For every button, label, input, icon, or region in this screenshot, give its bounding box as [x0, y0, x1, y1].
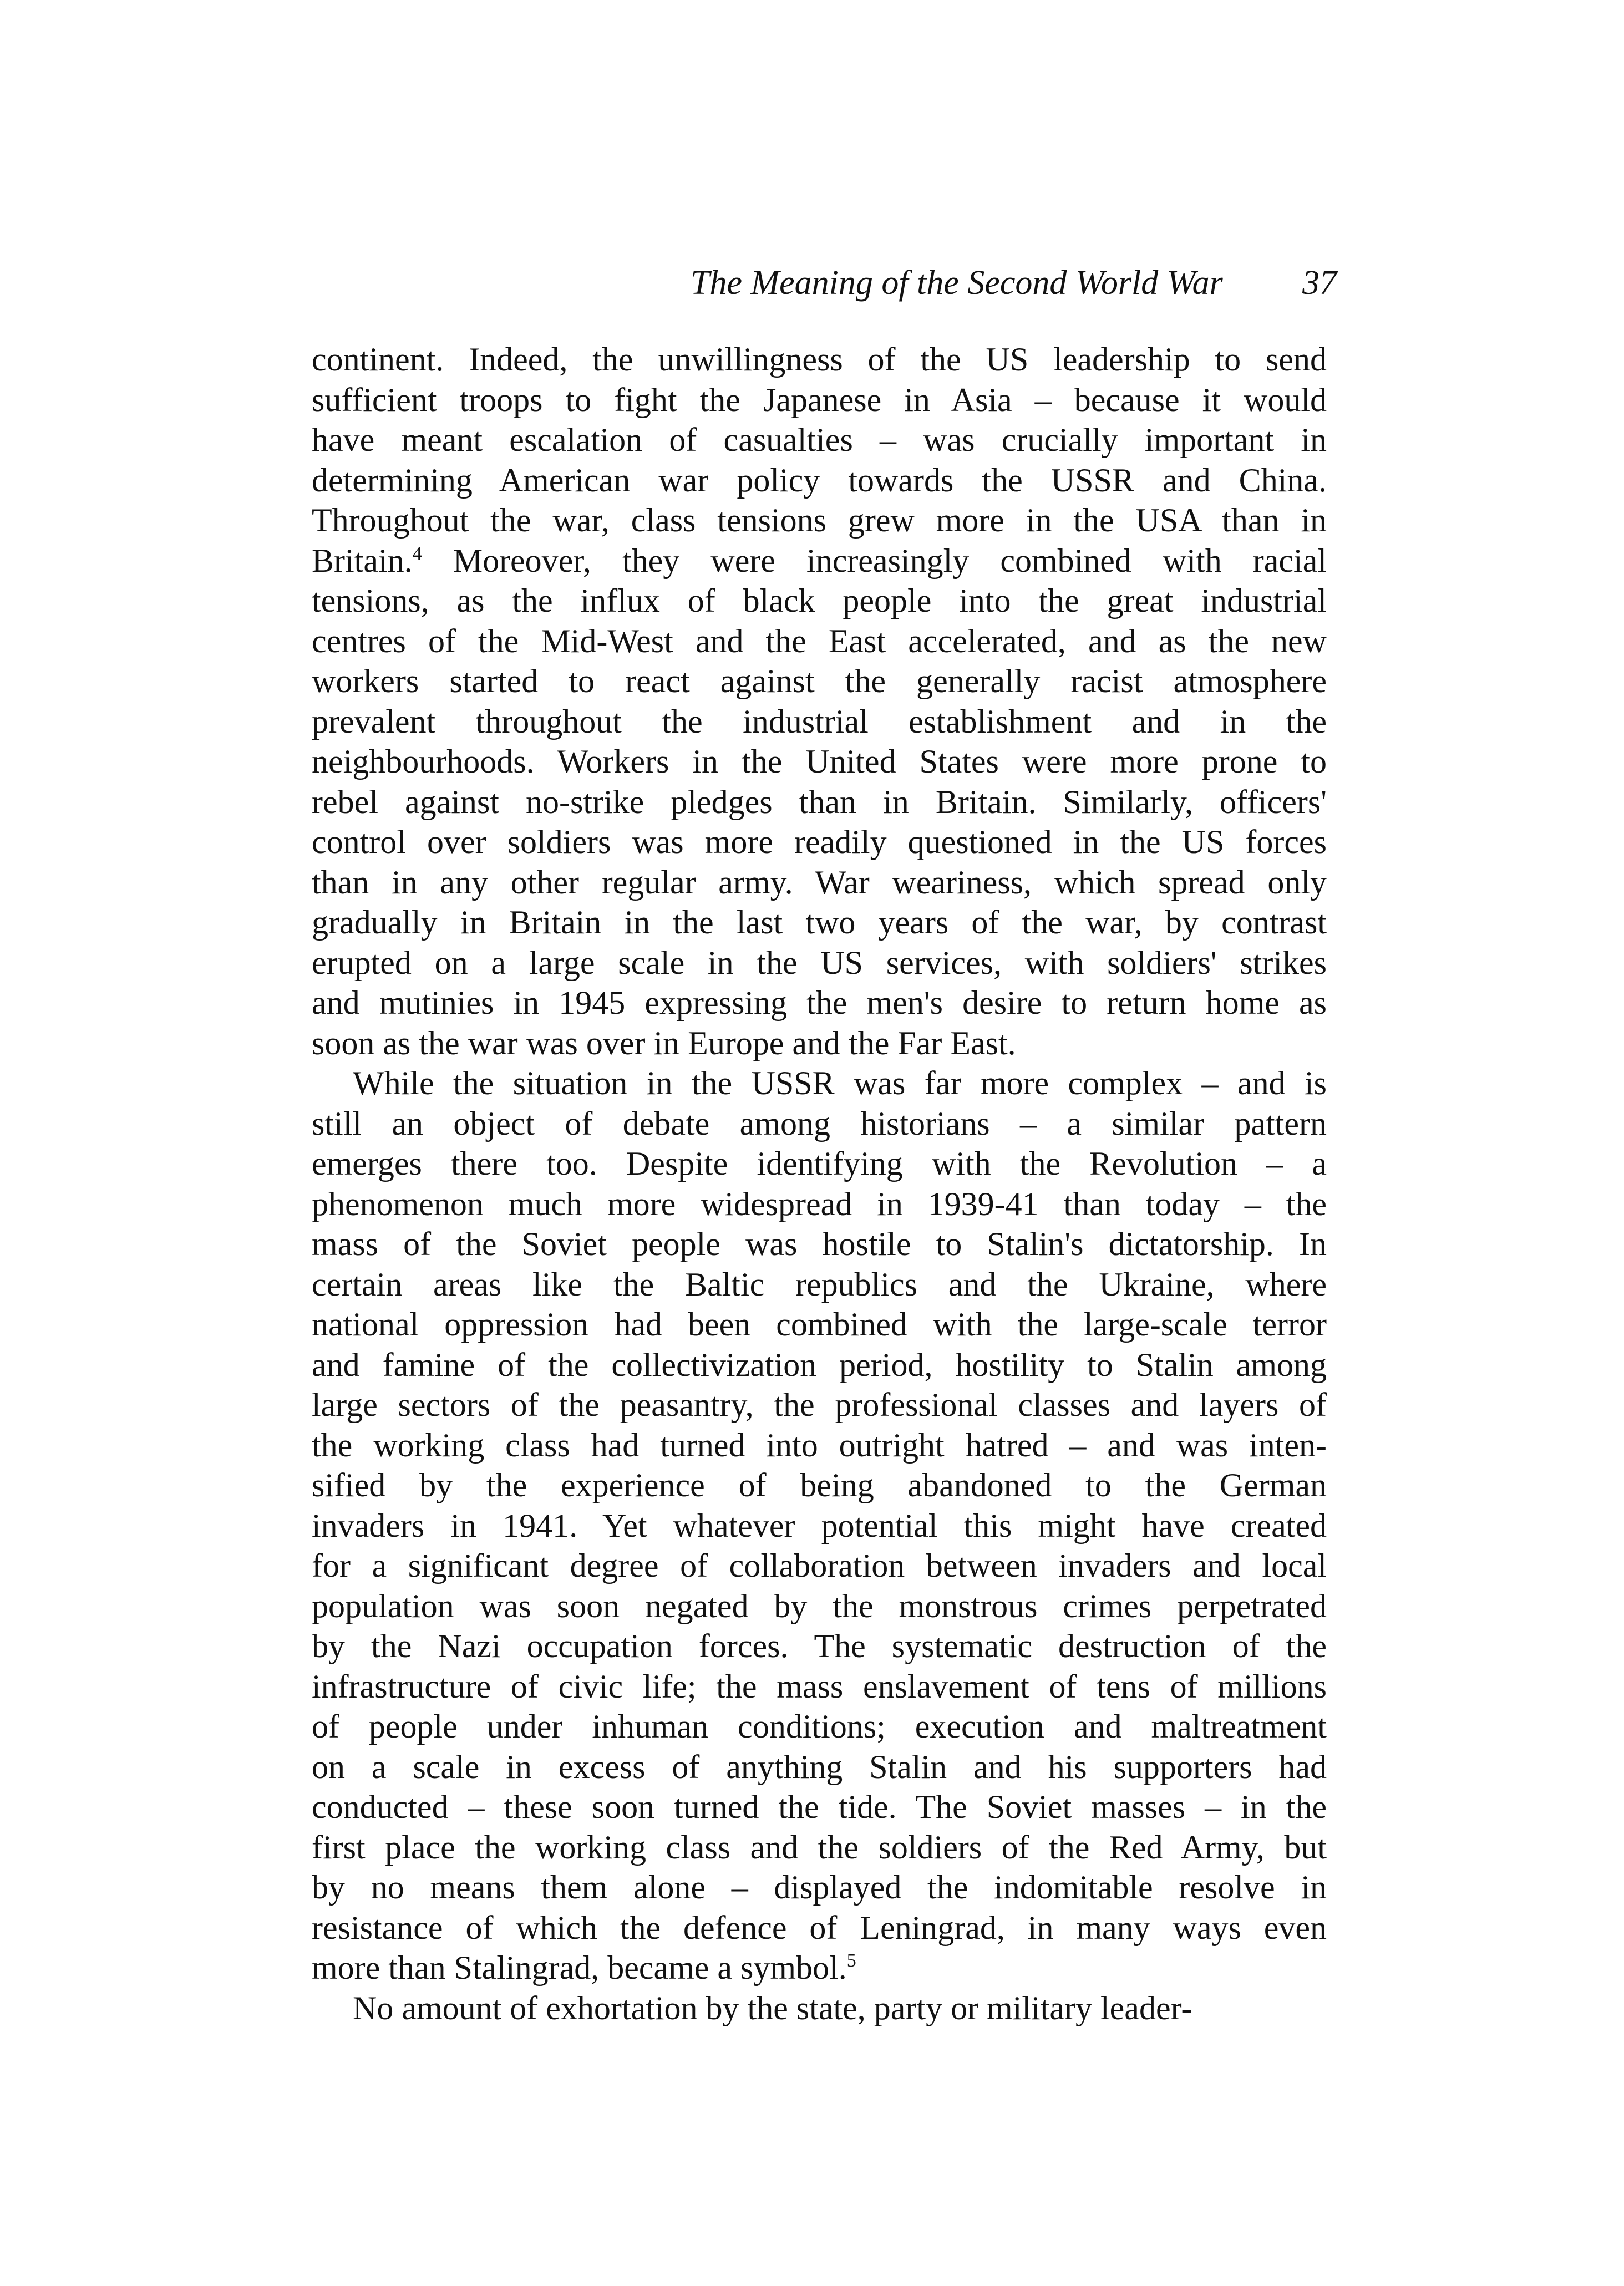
- text-line: phenomenon much more widespread in 1939-41 than today – the: [312, 1185, 1327, 1222]
- text-span: Britain.: [312, 542, 413, 579]
- text-line: resistance of which the defence of Leningrad, in many ways even: [312, 1909, 1327, 1946]
- text-line: have meant escalation of casualties – was crucially important in: [312, 421, 1327, 458]
- text-line: centres of the Mid-West and the East accelerated, and as the new: [312, 622, 1327, 659]
- text-line: gradually in Britain in the last two years of the war, by contrast: [312, 904, 1327, 941]
- text-line: mass of the Soviet people was hostile to Stalin's dictatorship. In: [312, 1226, 1327, 1262]
- text-line: infrastructure of civic life; the mass enslavement of tens of millions: [312, 1668, 1327, 1705]
- text-line: certain areas like the Baltic republics and the Ukraine, where: [312, 1266, 1327, 1303]
- text-line: sified by the experience of being abandoned to the German: [312, 1467, 1327, 1503]
- text-line: tensions, as the influx of black people into the great industrial: [312, 582, 1327, 619]
- text-line: invaders in 1941. Yet whatever potential this might have created: [312, 1507, 1327, 1544]
- text-line: soon as the war was over in Europe and the Far East.: [312, 1024, 1016, 1061]
- text-line: While the situation in the USSR was far more complex – and is: [353, 1065, 1327, 1101]
- paragraph-2: [312, 1063, 1327, 1988]
- text-line: control over soldiers was more readily questioned in the US forces: [312, 824, 1327, 860]
- text-line: and mutinies in 1945 expressing the men's desire to return home as: [312, 984, 1327, 1021]
- text-line: [312, 541, 1327, 581]
- text-line: the working class had turned into outright hatred – and was inten-: [312, 1426, 1327, 1464]
- text-line: continent. Indeed, the unwillingness of the US leadership to send: [312, 341, 1327, 378]
- text-line: No amount of exhortation by the state, party or military leader-: [353, 1989, 1192, 2026]
- text-span: more than Stalingrad, became a symbol.: [312, 1949, 847, 1986]
- text-line: still an object of debate among historians – a similar pattern: [312, 1105, 1327, 1142]
- text-line: conducted – these soon turned the tide. The Soviet masses – in the: [312, 1789, 1327, 1825]
- footnote-ref: 5: [846, 1950, 856, 1971]
- footnote-ref: 4: [412, 543, 422, 564]
- text-line: on a scale in excess of anything Stalin and his supporters had: [312, 1748, 1327, 1785]
- page-number: 37: [1302, 264, 1337, 302]
- text-line: rebel against no-strike pledges than in Britain. Similarly, officers': [312, 783, 1327, 820]
- text-line: by the Nazi occupation forces. The systematic destruction of the: [312, 1628, 1327, 1664]
- text-line: emerges there too. Despite identifying with the Revolution – a: [312, 1145, 1327, 1182]
- text-line: large sectors of the peasantry, the professional classes and layers of: [312, 1386, 1327, 1423]
- text-line: neighbourhoods. Workers in the United States were more prone to: [312, 743, 1327, 780]
- text-line: of people under inhuman conditions; execution and maltreatment: [312, 1708, 1327, 1745]
- text-span: Moreover, they were increasingly combined with racial: [422, 542, 1327, 579]
- body-text: [312, 339, 1327, 2028]
- text-line: by no means them alone – displayed the indomitable resolve in: [312, 1869, 1327, 1906]
- text-line: than in any other regular army. War weariness, which spread only: [312, 863, 1327, 901]
- paragraph-3: [312, 1988, 1327, 2029]
- text-line: and famine of the collectivization period, hostility to Stalin among: [312, 1346, 1327, 1383]
- text-line: erupted on a large scale in the US services, with soldiers' strikes: [312, 944, 1327, 981]
- running-title: The Meaning of the Second World War: [691, 264, 1223, 302]
- text-line: for a significant degree of collaboration between invaders and local: [312, 1547, 1327, 1584]
- text-line: Throughout the war, class tensions grew more in the USA than in: [312, 502, 1327, 539]
- text-line: [312, 1948, 1327, 1988]
- text-line: sufficient troops to fight the Japanese in Asia – because it would: [312, 381, 1327, 418]
- text-line: population was soon negated by the monstrous crimes perpetrated: [312, 1587, 1327, 1624]
- text-line: workers started to react against the generally racist atmosphere: [312, 663, 1327, 699]
- running-head: [691, 261, 1337, 305]
- paragraph-1: [312, 339, 1327, 1063]
- text-line: prevalent throughout the industrial establishment and in the: [312, 703, 1327, 740]
- text-line: national oppression had been combined with the large-scale terror: [312, 1306, 1327, 1343]
- text-line: first place the working class and the soldiers of the Red Army, but: [312, 1828, 1327, 1866]
- text-line: determining American war policy towards the USSR and China.: [312, 461, 1327, 499]
